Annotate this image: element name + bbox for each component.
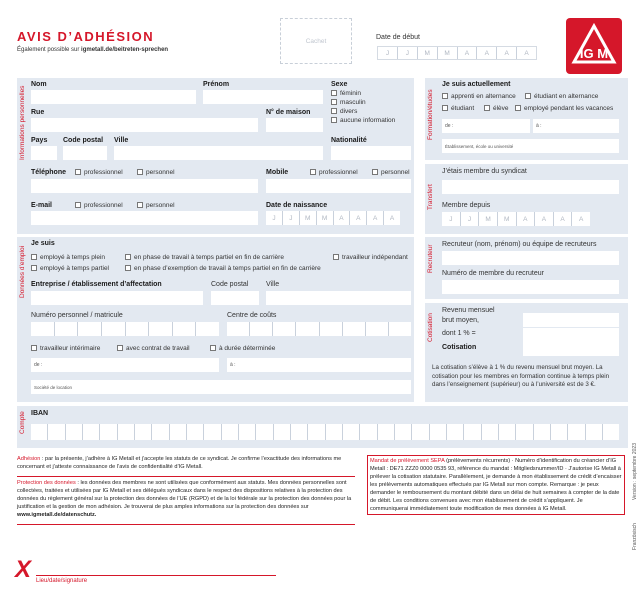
- option-label: étudiant en alternance: [534, 93, 599, 100]
- checkbox-icon: [31, 265, 37, 271]
- iban-cell: [118, 424, 135, 440]
- date-cell: J: [398, 47, 418, 59]
- iban-cell: [499, 424, 516, 440]
- dont-input[interactable]: [523, 328, 619, 342]
- option-label: étudiant: [451, 105, 475, 112]
- date-cell: J: [378, 47, 398, 59]
- mobile-perso[interactable]: [372, 169, 410, 176]
- emploi-independant[interactable]: [333, 254, 408, 261]
- option-label: masculin: [340, 99, 366, 106]
- option-label: personnel: [146, 202, 175, 209]
- checkbox-icon: [331, 117, 337, 123]
- nationalite-input[interactable]: [331, 146, 411, 160]
- membre-depuis-field[interactable]: [442, 212, 590, 226]
- sepa-body: (prélèvements récurrents) · Numéro d’identification du créancier d’IG Metall : DE71 ZZZ0 0000 0535 93, référence du mandat : Mitgliedsnummer/ID · J’autorise IG Metall à prélever la cotisation statutaire. Parallèlement, je demande à mon établissement de crédit d’encaisser les prélèvements automatiques effectués par IG Metall sur mon compte. Remarque : je peux demander le remboursement du montant débité dans un délai de huit semaines à compter de la date de débit. Les conditions convenues avec mon établissement de crédit s’appliquent. Je communiquerai immédiatement toute modification de mes données à IG Metall.: [370, 458, 622, 512]
- date-cell: M: [300, 211, 317, 225]
- membre-depuis-label: Membre depuis: [442, 202, 491, 209]
- iban-cell: [239, 424, 256, 440]
- adhesion-head: Adhésion: [17, 456, 41, 462]
- iban-cell: [135, 424, 152, 440]
- checkbox-icon: [484, 105, 490, 111]
- iban-cell: [447, 424, 464, 440]
- iban-cell: [48, 424, 65, 440]
- option-label: employé à temps plein: [40, 254, 106, 261]
- email-label: E-mail: [31, 202, 53, 209]
- pays-input[interactable]: [31, 146, 57, 160]
- signature-mark: X: [15, 556, 32, 583]
- checkbox-icon: [372, 169, 378, 175]
- date-cell: M: [317, 211, 334, 225]
- cotisation-input[interactable]: [523, 342, 619, 356]
- option-label: personnel: [146, 169, 175, 176]
- emploi-code-postal-input[interactable]: [211, 291, 259, 305]
- transfer-side-label: Transfert: [427, 184, 434, 210]
- checkbox-icon: [331, 90, 337, 96]
- emploi-code-postal-label: Code postal: [211, 281, 249, 288]
- protection-text: [17, 479, 355, 519]
- digit-cell: [320, 322, 343, 336]
- iban-cell: [152, 424, 169, 440]
- formation-etudiant-alternance[interactable]: [525, 93, 598, 100]
- digit-cell: [389, 322, 411, 336]
- signature-line[interactable]: [36, 575, 276, 576]
- form-subtitle: [17, 47, 168, 53]
- mobile-input[interactable]: [266, 179, 411, 193]
- emploi-travail-partiel-fin[interactable]: [125, 254, 284, 261]
- syndicat-label: J’étais membre du syndicat: [442, 168, 527, 175]
- digit-cell: [273, 322, 296, 336]
- protection-underline: [17, 524, 355, 525]
- societe-location-input[interactable]: [31, 380, 411, 394]
- adhesion-body: : par la présente, j’adhère à IG Metall et j’accepte les statuts de ce syndicat. Je confirme l’exactitude des informations me concernant et j’atteste connaissance de l’avis de confidentialité d’IG Metall.: [17, 456, 342, 470]
- digit-cell: [102, 322, 126, 336]
- recruteur-side-label: Recruteur: [427, 244, 434, 273]
- formation-side-label: Formation/études: [427, 89, 434, 140]
- emploi-temps-plein[interactable]: [31, 254, 105, 261]
- iban-cell: [412, 424, 429, 440]
- date-cell: A: [367, 211, 384, 225]
- field-hint: de :: [445, 123, 454, 129]
- field-hint: de :: [34, 362, 43, 368]
- date-cell: M: [479, 212, 498, 226]
- recruteur-numero-label: Numéro de membre du recruteur: [442, 270, 544, 277]
- emploi-section: [17, 237, 414, 402]
- digit-cell: [196, 322, 219, 336]
- checkbox-icon: [137, 202, 143, 208]
- field-hint: à :: [536, 123, 542, 129]
- checkbox-icon: [117, 345, 123, 351]
- digit-cell: [343, 322, 366, 336]
- personal-side-label: Informations personnelles: [19, 85, 26, 160]
- iban-cell: [464, 424, 481, 440]
- formation-a-input[interactable]: [533, 119, 619, 133]
- brut-label: brut moyen,: [442, 317, 479, 324]
- checkbox-icon: [31, 254, 37, 260]
- iban-field[interactable]: [31, 424, 619, 440]
- contrat-checkbox[interactable]: [117, 345, 190, 352]
- date-cell: J: [266, 211, 283, 225]
- iban-cell: [378, 424, 395, 440]
- sexe-masculin[interactable]: [331, 99, 366, 106]
- stamp-label: Cachet: [305, 37, 327, 45]
- start-date-label: Date de début: [376, 34, 420, 41]
- formation-title: Je suis actuellement: [442, 81, 511, 88]
- checkbox-icon: [75, 169, 81, 175]
- numero-personnel-label: Numéro personnel / matricule: [31, 312, 123, 319]
- syndicat-input[interactable]: [442, 180, 619, 194]
- dont-label: dont 1 % =: [442, 330, 476, 337]
- field-hint: Établissement, école ou université: [445, 144, 514, 149]
- option-label: en phase d’exemption de travail à temps partiel en fin de carrière: [134, 265, 321, 272]
- checkbox-icon: [137, 169, 143, 175]
- recruteur-input[interactable]: [442, 251, 619, 265]
- numero-maison-input[interactable]: [266, 118, 323, 132]
- digit-cell: [173, 322, 197, 336]
- prenom-input[interactable]: [203, 90, 323, 104]
- numero-personnel-field[interactable]: [31, 322, 219, 336]
- nom-label: Nom: [31, 81, 47, 88]
- iban-cell: [31, 424, 48, 440]
- subtitle-prefix: Également possible sur: [17, 47, 82, 53]
- iban-cell: [83, 424, 100, 440]
- iban-cell: [326, 424, 343, 440]
- telephone-perso[interactable]: [137, 169, 175, 176]
- sexe-aucune[interactable]: [331, 117, 395, 124]
- iban-cell: [395, 424, 412, 440]
- form-title: AVIS D’ADHÉSION: [17, 29, 155, 44]
- date-cell: A: [477, 47, 497, 59]
- emploi-ville-input[interactable]: [266, 291, 411, 305]
- checkbox-icon: [331, 99, 337, 105]
- emploi-exemption[interactable]: [125, 265, 321, 272]
- iban-cell: [586, 424, 603, 440]
- field-hint: Société de location: [34, 385, 73, 390]
- subtitle-url[interactable]: igmetall.de/beitreten-sprechen: [81, 47, 169, 53]
- date-cell: A: [579, 215, 584, 223]
- code-postal-input[interactable]: [63, 146, 107, 160]
- prenom-label: Prénom: [203, 81, 230, 88]
- digit-cell: [31, 322, 55, 336]
- digit-cell: [366, 322, 389, 336]
- checkbox-icon: [125, 254, 131, 260]
- emploi-ville-label: Ville: [266, 281, 280, 288]
- digit-cell: [55, 322, 79, 336]
- option-label: apprenti en alternance: [451, 93, 516, 100]
- iban-cell: [360, 424, 377, 440]
- checkbox-icon: [125, 265, 131, 271]
- emploi-temps-partiel[interactable]: [31, 265, 109, 272]
- igm-logo: [566, 18, 622, 74]
- iban-cell: [274, 424, 291, 440]
- emploi-side-label: Données d’emploi: [19, 245, 26, 298]
- svg-text:IG M: IG M: [579, 46, 609, 61]
- date-cell: A: [350, 211, 367, 225]
- email-perso[interactable]: [137, 202, 175, 209]
- date-cell: M: [418, 47, 438, 59]
- recruteur-label: Recruteur (nom, prénom) ou équipe de recruteurs: [442, 241, 597, 248]
- date-cell: J: [442, 212, 461, 226]
- telephone-pro[interactable]: [75, 169, 123, 176]
- code-postal-label: Code postal: [63, 137, 104, 144]
- option-label: élève: [493, 105, 509, 112]
- date-cell: A: [458, 47, 478, 59]
- checkbox-icon: [75, 202, 81, 208]
- iban-cell: [603, 424, 619, 440]
- checkbox-icon: [333, 254, 339, 260]
- date-cell: A: [389, 214, 395, 222]
- igm-logo-icon: [566, 18, 622, 74]
- checkbox-icon: [442, 93, 448, 99]
- iban-cell: [222, 424, 239, 440]
- iban-cell: [100, 424, 117, 440]
- formation-eleve[interactable]: [484, 105, 509, 112]
- checkbox-icon: [525, 93, 531, 99]
- email-pro[interactable]: [75, 202, 123, 209]
- cotisation-side-label: Cotisation: [427, 313, 434, 342]
- telephone-label: Téléphone: [31, 169, 67, 176]
- iban-cell: [534, 424, 551, 440]
- telephone-input[interactable]: [31, 179, 258, 193]
- rue-label: Rue: [31, 109, 45, 116]
- formation-apprenti[interactable]: [442, 93, 516, 100]
- ville-input[interactable]: [114, 146, 323, 160]
- numero-maison-label: N° de maison: [266, 109, 311, 116]
- recruteur-numero-input[interactable]: [442, 280, 619, 294]
- nom-input[interactable]: [31, 90, 196, 104]
- interim-checkbox[interactable]: [31, 345, 100, 352]
- digit-cell: [296, 322, 319, 336]
- formation-school-input[interactable]: [442, 139, 619, 153]
- option-label: travailleur intérimaire: [40, 345, 101, 352]
- option-label: à durée déterminée: [219, 345, 276, 352]
- start-date-field[interactable]: [377, 46, 537, 60]
- iban-label: IBAN: [31, 410, 49, 417]
- duree-checkbox[interactable]: [210, 345, 275, 352]
- option-label: travailleur indépendant: [342, 254, 408, 261]
- protection-body: : les données des membres ne sont utilisées que conformément aux statuts. Mes données personnelles sont collectées, traitées et utilisées par IG Metall et ses délégués syndicaux dans le respect des dispositions relatives à la protection des données du règlement général sur la protection des données de l’UE (RGPD) et de la loi fédérale sur la protection des données pour la justification et la gestion de mon adhésion. Je trouverai de plus amples informations sur la protection des données sur: [17, 480, 352, 510]
- legal-divider: [17, 476, 355, 477]
- option-label: en phase de travail à temps partiel en fin de carrière: [134, 254, 284, 261]
- revenu-input[interactable]: [523, 313, 619, 327]
- date-cell: M: [438, 47, 458, 59]
- iban-cell: [170, 424, 187, 440]
- checkbox-icon: [310, 169, 316, 175]
- checkbox-icon: [31, 345, 37, 351]
- cotisation-note: La cotisation s’élève à 1 % du revenu mensuel brut moyen. La cotisation pour les membres en formation continue à temps plein dans l’enseignement (supérieur) ou à l’université est de 3 €.: [432, 364, 610, 388]
- adhesion-text: [17, 455, 355, 471]
- field-hint: à :: [230, 362, 236, 368]
- iban-cell: [482, 424, 499, 440]
- iban-cell: [187, 424, 204, 440]
- pays-label: Pays: [31, 137, 48, 144]
- option-label: professionnel: [84, 169, 123, 176]
- date-naissance-field[interactable]: [266, 211, 400, 225]
- emploi-a-input[interactable]: [227, 358, 411, 372]
- checkbox-icon: [515, 105, 521, 111]
- option-label: employé à temps partiel: [40, 265, 110, 272]
- date-cell: J: [283, 211, 300, 225]
- stamp-box: [280, 18, 352, 64]
- iban-cell: [430, 424, 447, 440]
- option-label: aucune information: [340, 117, 396, 124]
- checkbox-icon: [442, 105, 448, 111]
- centre-couts-field[interactable]: [227, 322, 411, 336]
- iban-cell: [204, 424, 221, 440]
- option-label: personnel: [381, 169, 410, 176]
- emploi-de-input[interactable]: [31, 358, 219, 372]
- revenu-label: Revenu mensuel: [442, 307, 495, 314]
- checkbox-icon: [331, 108, 337, 114]
- nationalite-label: Nationalité: [331, 137, 367, 144]
- option-label: féminin: [340, 90, 361, 97]
- date-cell: A: [334, 211, 351, 225]
- entreprise-label: Entreprise / établissement d’affectation: [31, 281, 162, 288]
- option-label: professionnel: [84, 202, 123, 209]
- sepa-head: Mandat de prélèvement SEPA: [370, 458, 445, 464]
- date-cell: J: [461, 212, 480, 226]
- digit-cell: [250, 322, 273, 336]
- date-cell: A: [554, 212, 573, 226]
- iban-cell: [256, 424, 273, 440]
- date-cell: M: [498, 212, 517, 226]
- iban-cell: [308, 424, 325, 440]
- protection-head: Protection des données: [17, 480, 76, 486]
- digit-cell: [227, 322, 250, 336]
- entreprise-input[interactable]: [31, 291, 203, 305]
- formation-de-input[interactable]: [442, 119, 530, 133]
- sexe-feminin[interactable]: [331, 90, 361, 97]
- option-label: professionnel: [319, 169, 358, 176]
- cotisation-label: Cotisation: [442, 344, 477, 351]
- iban-cell: [291, 424, 308, 440]
- mobile-pro[interactable]: [310, 169, 358, 176]
- date-naissance-label: Date de naissance: [266, 202, 328, 209]
- sexe-divers[interactable]: [331, 108, 357, 115]
- centre-couts-label: Centre de coûts: [227, 312, 277, 319]
- mobile-label: Mobile: [266, 169, 289, 176]
- ville-label: Ville: [114, 137, 129, 144]
- digit-cell: [78, 322, 102, 336]
- rue-input[interactable]: [31, 118, 258, 132]
- date-cell: A: [517, 212, 536, 226]
- emploi-title: Je suis: [31, 240, 55, 247]
- iban-cell: [66, 424, 83, 440]
- date-cell: A: [535, 212, 554, 226]
- digit-cell: [126, 322, 150, 336]
- option-label: employé pendant les vacances: [524, 105, 614, 112]
- formation-etudiant[interactable]: [442, 105, 474, 112]
- version-text: Version : septembre 2023: [632, 443, 638, 500]
- date-cell: A: [497, 47, 517, 59]
- iban-cell: [516, 424, 533, 440]
- language-text: Französisch: [632, 523, 638, 550]
- formation-vacances[interactable]: [515, 105, 613, 112]
- option-label: avec contrat de travail: [126, 345, 190, 352]
- checkbox-icon: [210, 345, 216, 351]
- option-label: divers: [340, 108, 358, 115]
- compte-side-label: Compte: [19, 411, 26, 434]
- protection-url[interactable]: www.igmetall.de/datenschutz.: [17, 512, 97, 518]
- date-cell: A: [524, 49, 529, 57]
- iban-cell: [551, 424, 568, 440]
- sexe-label: Sexe: [331, 81, 348, 88]
- digit-cell: [149, 322, 173, 336]
- iban-cell: [343, 424, 360, 440]
- sepa-text: [367, 455, 625, 515]
- iban-cell: [568, 424, 585, 440]
- email-input[interactable]: [31, 211, 258, 225]
- signature-label: Lieu/date/signature: [36, 578, 88, 584]
